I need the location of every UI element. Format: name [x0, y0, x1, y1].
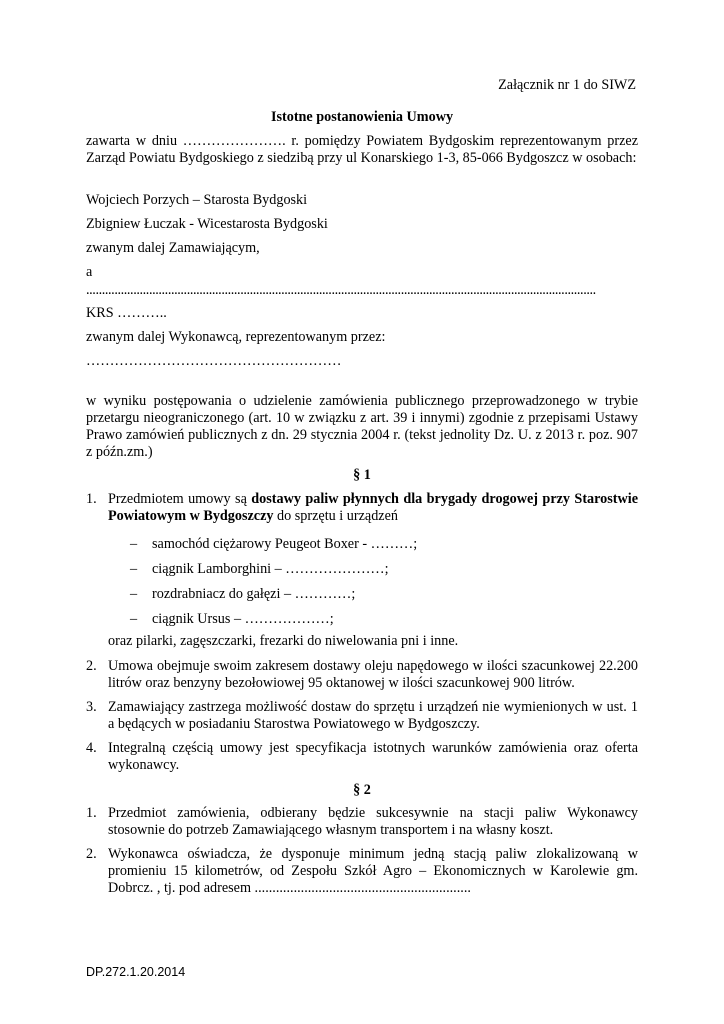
dash-bullet: –	[130, 611, 138, 627]
item-number: 1.	[86, 805, 97, 821]
item-number: 2.	[86, 658, 97, 674]
item-text	[108, 491, 638, 525]
representative-dots: ………………………………………………	[86, 353, 342, 369]
section-2-heading: § 2	[353, 782, 371, 798]
dash-bullet: –	[130, 586, 138, 602]
item-text: Integralną częścią umowy jest specyfikacja istotnych warunków zamówienia oraz oferta wykonawcy.	[108, 740, 638, 773]
other-equipment: oraz pilarki, zagęszczarki, frezarki do niwelowania pni i inne.	[108, 633, 459, 649]
footer-reference: DP.272.1.20.2014	[86, 965, 186, 979]
document-title: Istotne postanowienia Umowy	[270, 109, 454, 125]
item-text: Umowa obejmuje swoim zakresem dostawy oleju napędowego w ilości szacunkowej 22.200 litrów oraz benzyny bezołowiowej 95 oktanowej w ilości szacunkowej 900 litrów.	[108, 658, 638, 691]
contract-intro: zawarta w dniu …………………. r. pomiędzy Powiatem Bydgoskim reprezentowanym przez Zarząd Powiatu Bydgoskiego z siedzibą przy ul Konarskiego 1-3, 85-066 Bydgoszcz w osobach:	[86, 133, 638, 166]
procedure-paragraph: w wyniku postępowania o udzielenie zamówienia publicznego przeprowadzonego w trybie przetargu nieograniczonego (art. 10 w związku z art. 39 i innymi) zgodnie z przepisami Ustawy Prawo zamówień publicznych z dn. 29 stycznia 2004 r. (tekst jednolity Dz. U. z 2013 r. poz. 907 z późn.zm.)	[86, 393, 638, 460]
item-number: 4.	[86, 740, 97, 756]
attachment-label: Załącznik nr 1 do SIWZ	[498, 77, 636, 93]
item-number: 1.	[86, 491, 97, 507]
contractor-name-dots: ..................................................................................................................................................................	[86, 282, 596, 298]
item-text: Przedmiot zamówienia, odbierany będzie sukcesywnie na stacji paliw Wykonawcy stosownie do potrzeb Zamawiającego własnym transportem i na własny koszt.	[108, 805, 638, 838]
person-starosta: Wojciech Porzych – Starosta Bydgoski	[86, 192, 308, 208]
equipment-label: samochód ciężarowy Peugeot Boxer - ………;	[152, 536, 418, 552]
dash-bullet: –	[130, 536, 138, 552]
item-text: Wykonawca oświadcza, że dysponuje minimum jedną stacją paliw zlokalizowaną w promieniu 15 kilometrów, od Zespołu Szkół Agro – Ekonomicznych w Karolewie gm. Dobrcz. , tj. pod adresem .............................................................	[108, 846, 638, 896]
item-text: Zamawiający zastrzega możliwość dostaw do sprzętu i urządzeń nie wymienionych w ust. 1 a będących w posiadaniu Starostwa Powiatowego w Bydgoszczy.	[108, 699, 638, 732]
equipment-label: ciągnik Ursus – ………………;	[152, 611, 334, 627]
item-text-bold: dostawy paliw płynnych dla brygady drogowej przy Starostwie Powiatowym w Bydgoszczy	[108, 491, 639, 524]
person-wicestarosta: Zbigniew Łuczak - Wicestarosta Bydgoski	[86, 216, 328, 232]
krs-line: KRS ………..	[86, 305, 167, 321]
item-text-post: do sprzętu i urządzeń	[273, 508, 398, 524]
dash-bullet: –	[130, 561, 138, 577]
equipment-label: ciągnik Lamborghini – …………………;	[152, 561, 389, 577]
section-1-heading: § 1	[353, 467, 371, 483]
item-text-pre: Przedmiotem umowy są	[108, 491, 252, 507]
item-number: 3.	[86, 699, 97, 715]
item-number: 2.	[86, 846, 97, 862]
and-label: a	[86, 264, 93, 280]
ordering-party-label: zwanym dalej Zamawiającym,	[86, 240, 260, 256]
equipment-label: rozdrabniacz do gałęzi – …………;	[152, 586, 356, 602]
contractor-label: zwanym dalej Wykonawcą, reprezentowanym przez:	[86, 329, 386, 345]
